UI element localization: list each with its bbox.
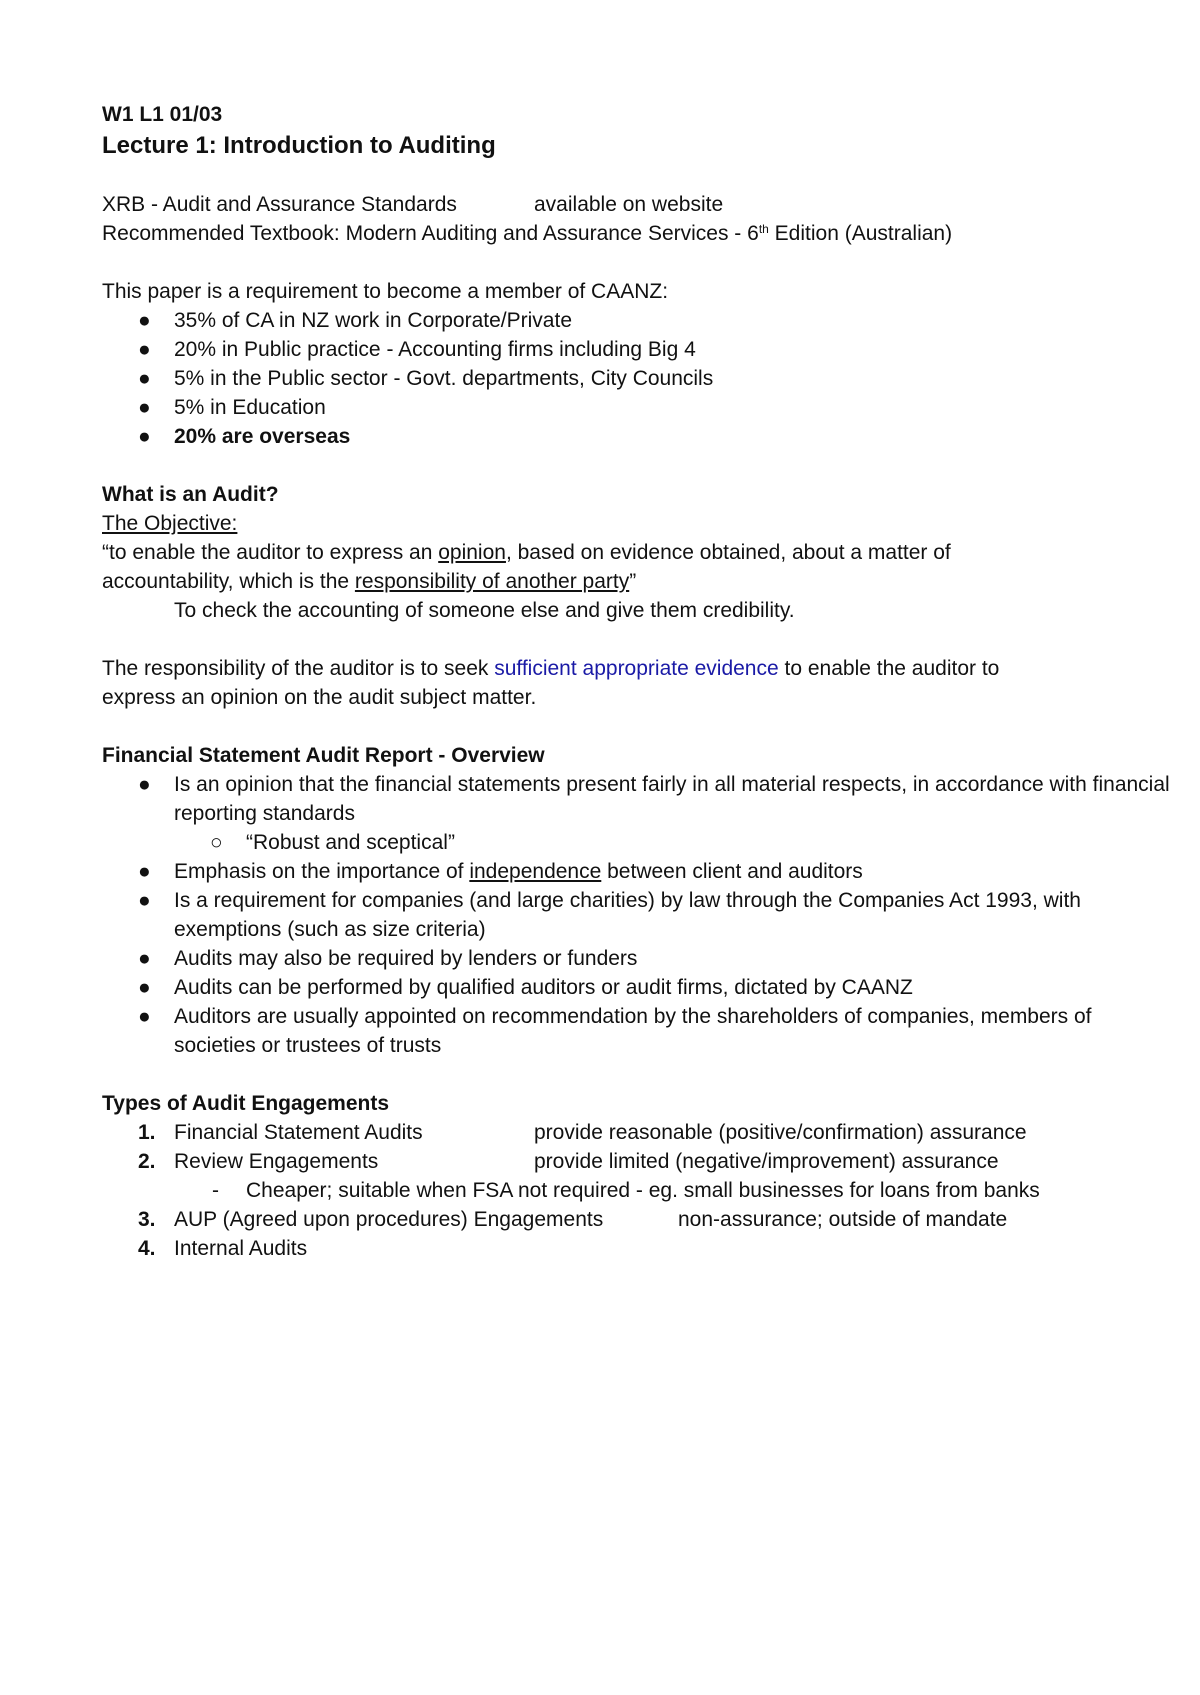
numbered-item: 1. Financial Statement Audits provide reasonable (positive/confirmation) assurance [138, 1121, 1027, 1144]
page-title: Lecture 1: Introduction to Auditing [102, 132, 496, 159]
section-heading: Financial Statement Audit Report - Overview [102, 744, 545, 767]
date-code: W1 L1 01/03 [102, 103, 223, 126]
xrb-label: XRB - Audit and Assurance Standards [102, 193, 457, 216]
highlight-text: sufficient appropriate evidence [494, 657, 779, 680]
list-item: ● 20% in Public practice - Accounting firms including Big 4 [138, 338, 696, 361]
numbered-item: 3. AUP (Agreed upon procedures) Engagements non-assurance; outside of mandate [138, 1208, 1008, 1231]
numbered-item: 4. Internal Audits [138, 1237, 308, 1260]
quote-line-1: “to enable the auditor to express an opinion, based on evidence obtained, about a matter of [102, 541, 951, 564]
list-item: ● Is a requirement for companies (and large charities) by law through the Companies Act 1993, with exemptions (such as size criteria) [138, 889, 1081, 941]
list-item: ● Audits can be performed by qualified auditors or audit firms, dictated by CAANZ [138, 976, 913, 999]
objective-label: The Objective: [102, 512, 238, 535]
list-item: ● 35% of CA in NZ work in Corporate/Private [138, 309, 572, 332]
list-item: ● Auditors are usually appointed on recommendation by the shareholders of companies, members of societies or trustees of trusts [138, 1005, 1092, 1057]
resources-section [102, 190, 1102, 248]
textbook-line: Recommended Textbook: Modern Auditing and Assurance Services - 6th Edition (Australian) [102, 222, 953, 245]
caanz-intro: This paper is a requirement to become a member of CAANZ: [102, 280, 669, 303]
list-item: ● 5% in the Public sector - Govt. departments, City Councils [138, 367, 714, 390]
audit-section [102, 480, 1112, 712]
explanation: To check the accounting of someone else and give them credibility. [174, 599, 795, 622]
list-item: ● Is an opinion that the financial statements present fairly in all material respects, in accordance with financial reporting standards [138, 773, 1170, 825]
list-item: ● 5% in Education [138, 396, 326, 419]
sub-list-item: - Cheaper; suitable when FSA not required - eg. small businesses for loans from banks [212, 1179, 1040, 1202]
sub-list-item: ○ “Robust and sceptical” [210, 831, 455, 854]
list-item: ● Emphasis on the importance of independence between client and auditors [138, 860, 863, 883]
section-heading: Types of Audit Engagements [102, 1092, 390, 1115]
quote-line-2: accountability, which is the responsibility of another party” [102, 570, 637, 593]
list-item: ● Audits may also be required by lenders or funders [138, 947, 638, 970]
numbered-item: 2. Review Engagements provide limited (negative/improvement) assurance [138, 1150, 999, 1173]
fsar-section [102, 741, 1170, 1060]
list-item: ● 20% are overseas [138, 425, 351, 448]
section-heading: What is an Audit? [102, 483, 279, 506]
responsibility-line-1: The responsibility of the auditor is to seek sufficient appropriate evidence to enable the auditor to [102, 657, 1000, 680]
responsibility-line-2: express an opinion on the audit subject matter. [102, 686, 537, 709]
xrb-note: available on website [534, 193, 724, 216]
types-section [102, 1089, 1112, 1263]
caanz-section [102, 277, 1102, 451]
